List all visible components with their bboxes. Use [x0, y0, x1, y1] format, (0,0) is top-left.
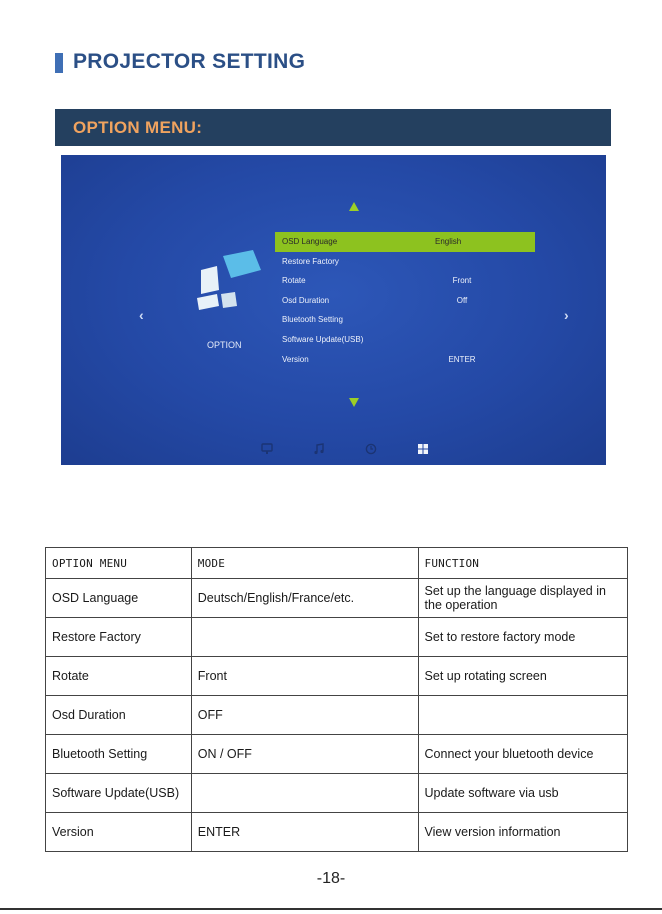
footer-divider: [0, 908, 662, 910]
menu-item-software-update[interactable]: [275, 330, 535, 350]
table-cell: Update software via usb: [418, 774, 627, 813]
option-menu-table: [45, 547, 628, 852]
table-cell: Bluetooth Setting: [46, 735, 192, 774]
table-cell: Osd Duration: [46, 696, 192, 735]
menu-item-value: Off: [456, 295, 468, 305]
menu-item-rotate[interactable]: [275, 271, 535, 291]
table-cell: [191, 618, 418, 657]
table-cell: View version information: [418, 813, 627, 852]
table-row: [46, 579, 628, 618]
table-cell: ON / OFF: [191, 735, 418, 774]
osd-bottom-tabs: [259, 443, 439, 457]
table-header-row: [46, 548, 628, 579]
table-cell: OSD Language: [46, 579, 192, 618]
right-nav-icon[interactable]: ›: [564, 307, 569, 323]
menu-item-label: Restore Factory: [282, 256, 339, 266]
table-cell: Set up rotating screen: [418, 657, 627, 696]
table-row: [46, 813, 628, 852]
osd-menu: [275, 232, 535, 369]
table-row: [46, 618, 628, 657]
title-accent-bar: [55, 53, 63, 73]
table-cell: ENTER: [191, 813, 418, 852]
table-cell: Rotate: [46, 657, 192, 696]
table-cell: Front: [191, 657, 418, 696]
table-row: [46, 696, 628, 735]
menu-item-label: Osd Duration: [282, 295, 330, 305]
menu-item-osd-language[interactable]: [275, 232, 535, 252]
menu-item-label: Software Update(USB): [282, 334, 364, 344]
column-header: MODE: [191, 548, 418, 579]
table-row: [46, 735, 628, 774]
menu-item-version[interactable]: [275, 350, 535, 370]
music-icon[interactable]: [313, 443, 325, 455]
up-arrow-icon[interactable]: [349, 202, 359, 211]
table-cell: Restore Factory: [46, 618, 192, 657]
table-cell: Version: [46, 813, 192, 852]
menu-item-value: English: [435, 237, 462, 246]
down-arrow-icon[interactable]: [349, 398, 359, 407]
menu-item-label: OSD Language: [282, 237, 338, 246]
page-number: -18-: [316, 870, 346, 887]
menu-item-label: Bluetooth Setting: [282, 315, 343, 325]
menu-item-value: Front: [452, 276, 472, 286]
option-grid-icon[interactable]: [417, 443, 429, 455]
picture-icon[interactable]: [261, 443, 273, 455]
table-row: [46, 657, 628, 696]
table-cell: Connect your bluetooth device: [418, 735, 627, 774]
option-icon: [191, 250, 271, 320]
menu-item-label: Rotate: [282, 276, 306, 286]
column-header: OPTION MENU: [46, 548, 192, 579]
table-cell: Deutsch/English/France/etc.: [191, 579, 418, 618]
table-cell: Software Update(USB): [46, 774, 192, 813]
osd-screenshot: [61, 155, 606, 465]
menu-item-bluetooth-setting[interactable]: [275, 310, 535, 330]
table-cell: [191, 774, 418, 813]
table-row: [46, 774, 628, 813]
page-title: PROJECTOR SETTING: [73, 50, 306, 73]
table-cell: Set up the language displayed in the operation: [418, 579, 627, 618]
left-nav-icon[interactable]: ‹: [139, 307, 144, 323]
section-header: [55, 109, 611, 146]
menu-item-restore-factory[interactable]: [275, 252, 535, 272]
section-title: OPTION MENU:: [73, 118, 203, 137]
table-cell: Set to restore factory mode: [418, 618, 627, 657]
menu-item-value: ENTER: [448, 354, 476, 364]
option-label: OPTION: [207, 340, 242, 350]
menu-item-osd-duration[interactable]: [275, 291, 535, 311]
table-cell: [418, 696, 627, 735]
menu-item-label: Version: [282, 354, 309, 364]
column-header: FUNCTION: [418, 548, 627, 579]
table-cell: OFF: [191, 696, 418, 735]
clock-icon[interactable]: [365, 443, 377, 455]
